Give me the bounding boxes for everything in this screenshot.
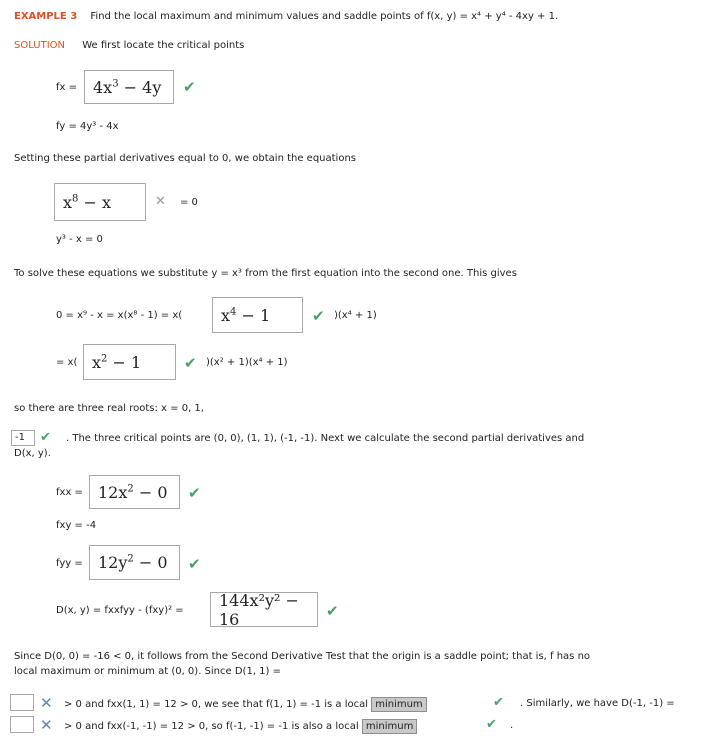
sub1-prefix: 0 = x⁹ - x = x(x⁸ - 1) = x(: [56, 310, 183, 321]
sub1-suffix: )(x⁴ + 1): [334, 310, 377, 321]
sub1-answer-rest: − 1: [236, 305, 271, 325]
sub2-suffix: )(x² + 1)(x⁴ + 1): [206, 357, 288, 368]
final2-line: [64, 719, 417, 734]
problem-prefix: Find the local maximum and minimum values and saddle points of: [90, 11, 427, 22]
sub2-answer-exp: 2: [101, 353, 108, 365]
check-icon: ✔: [326, 602, 339, 620]
eq1-answer-rest: − x: [78, 192, 112, 212]
check-icon: ✔: [486, 717, 497, 732]
eq1-answer-exp: 8: [72, 193, 79, 205]
sub1-answer-exp: 4: [230, 306, 237, 318]
cross-icon: ✕: [40, 694, 53, 712]
d-eq-answer: 144x²y² − 16: [219, 590, 299, 629]
d11-input[interactable]: [10, 694, 34, 711]
sub1-answer-input[interactable]: [212, 297, 303, 333]
final2-tail: .: [510, 720, 514, 731]
fxy-line: fxy = -4: [56, 520, 97, 531]
check-icon: ✔: [188, 484, 201, 502]
solution-intro-text: We first locate the critical points: [82, 40, 245, 51]
fx-label: fx =: [56, 82, 77, 93]
fyy-label: fyy =: [56, 558, 83, 569]
since-line2: local maximum or minimum at (0, 0). Since D(1, 1) =: [14, 666, 281, 677]
dxy-text: D(x, y).: [14, 448, 51, 459]
d-eq-label: D(x, y) = fxxfyy - (fxy)² =: [56, 605, 184, 616]
cross-icon: ✕: [155, 194, 166, 209]
cross-icon: ✕: [40, 716, 53, 734]
final1-dropdown[interactable]: minimum: [371, 697, 426, 712]
check-icon: ✔: [184, 354, 197, 372]
check-icon: ✔: [493, 695, 504, 710]
solution-label: SOLUTION: [14, 40, 66, 51]
final2-text: > 0 and fxx(-1, -1) = 12 > 0, so f(-1, -1) = -1 is also a local: [64, 721, 359, 732]
final1-text: > 0 and fxx(1, 1) = 12 > 0, we see that f(1, 1) = -1 is a local: [64, 699, 369, 710]
sub2-answer-base: x: [92, 352, 102, 372]
roots-line: so there are three real roots: x = 0, 1,: [14, 403, 204, 414]
since-line1: Since D(0, 0) = -16 < 0, it follows from the Second Derivative Test that the origin is a saddle point; that is, f has no: [14, 651, 591, 662]
example-label: EXAMPLE 3: [14, 11, 78, 22]
fx-answer-base: 4x: [93, 77, 113, 97]
fyy-answer-base: 12y: [98, 553, 128, 572]
eq1-suffix: = 0: [180, 197, 198, 208]
root-input[interactable]: -1: [11, 430, 35, 446]
fyy-answer-exp: 2: [127, 553, 134, 565]
fyy-answer-rest: − 0: [133, 553, 168, 572]
final2-dropdown[interactable]: minimum: [362, 719, 417, 734]
check-icon: ✔: [312, 307, 325, 325]
final1-tail: . Similarly, we have D(-1, -1) =: [520, 698, 675, 709]
critical-text: . The three critical points are (0, 0), (1, 1), (-1, -1). Next we calculate the second partial derivatives and: [66, 433, 585, 444]
eq1-answer-input[interactable]: [54, 183, 146, 221]
fxx-answer-base: 12x: [98, 482, 128, 502]
problem-function: f(x, y) = x⁴ + y⁴ - 4xy + 1.: [426, 11, 559, 22]
fyy-answer-input[interactable]: [89, 545, 180, 580]
eq1-answer-base: x: [63, 192, 73, 212]
check-icon: ✔: [188, 555, 201, 573]
final1-line: [64, 697, 427, 712]
fxx-label: fxx =: [56, 487, 83, 498]
check-icon: ✔: [40, 430, 51, 445]
fx-answer-exp: 3: [112, 78, 119, 90]
sub1-answer-base: x: [221, 305, 231, 325]
d-eq-answer-input[interactable]: [210, 592, 318, 627]
sub2-answer-input[interactable]: [83, 344, 176, 380]
d-1-1-input[interactable]: [10, 716, 34, 733]
fy-line: fy = 4y³ - 4x: [56, 121, 119, 132]
eq2-line: y³ - x = 0: [56, 234, 103, 245]
sub2-prefix: = x(: [56, 357, 78, 368]
setting-line: Setting these partial derivatives equal to 0, we obtain the equations: [14, 153, 357, 164]
problem-statement: [14, 10, 558, 24]
solution-intro: [14, 39, 244, 53]
fxx-answer-input[interactable]: [89, 475, 180, 509]
fx-answer-rest: − 4y: [118, 77, 162, 97]
substitute-line: To solve these equations we substitute y = x³ from the first equation into the second one. This gives: [14, 268, 517, 279]
fx-answer-input[interactable]: [84, 70, 174, 104]
fxx-answer-rest: − 0: [133, 482, 168, 502]
sub2-answer-rest: − 1: [107, 352, 142, 372]
check-icon: ✔: [183, 78, 196, 96]
fxx-answer-exp: 2: [127, 483, 134, 495]
